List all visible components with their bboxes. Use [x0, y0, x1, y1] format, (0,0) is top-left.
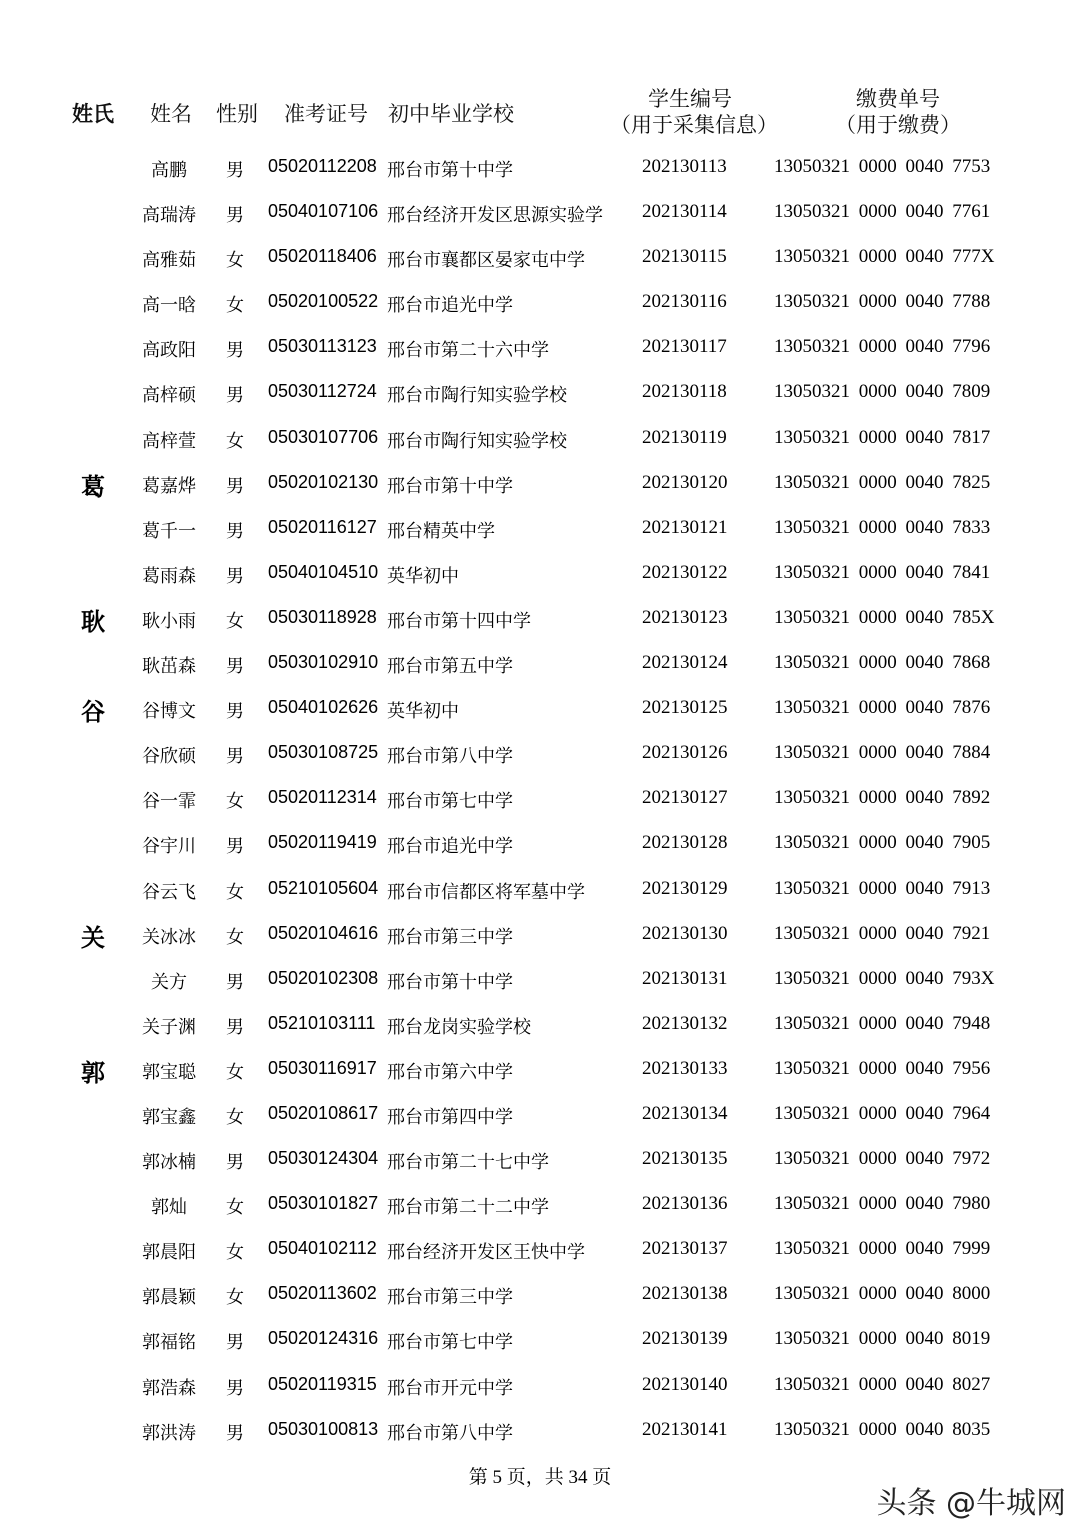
gender-cell: 女	[226, 926, 244, 948]
student-id-cell: 202130116	[642, 291, 727, 313]
name-cell: 郭冰楠	[142, 1152, 196, 1174]
exam-number-cell: 05210103111	[268, 1012, 376, 1033]
name-cell: 郭洪涛	[142, 1422, 196, 1444]
name-cell: 郭晨颖	[142, 1287, 196, 1309]
exam-number-cell: 05020116127	[268, 516, 377, 537]
school-cell: 邢台市第三中学	[387, 1287, 513, 1309]
gender-cell: 男	[226, 340, 244, 362]
exam-number-cell: 05020100522	[268, 291, 379, 312]
gender-cell: 男	[226, 520, 244, 542]
name-cell: 郭宝聪	[142, 1061, 196, 1083]
exam-number-cell: 05020119419	[268, 832, 377, 853]
name-cell: 谷云飞	[142, 881, 196, 903]
header-student-id-note: （用于采集信息）	[610, 113, 778, 137]
fee-number-cell: 13050321 0000 0040 793X	[774, 967, 995, 989]
fee-number-cell: 13050321 0000 0040 7999	[774, 1238, 991, 1260]
school-cell: 英华初中	[387, 701, 459, 723]
table-row	[0, 868, 1080, 913]
fee-number-cell: 13050321 0000 0040 7753	[774, 156, 991, 177]
gender-cell: 女	[226, 1061, 244, 1083]
table-row	[0, 326, 1080, 371]
exam-number-cell: 05030108725	[268, 742, 379, 763]
school-cell: 邢台市第七中学	[387, 1332, 513, 1354]
exam-number-cell: 05020124316	[268, 1328, 379, 1349]
exam-number-cell: 05030100813	[268, 1418, 379, 1439]
header-exam-number: 准考证号	[284, 102, 368, 126]
name-cell: 关子渊	[142, 1016, 196, 1038]
student-id-cell: 202130125	[642, 697, 728, 719]
student-id-cell: 202130119	[642, 426, 727, 448]
school-cell: 邢台市陶行知实验学校	[387, 385, 567, 407]
surname-cell: 关	[81, 922, 105, 952]
table-row	[0, 146, 1080, 191]
student-id-cell: 202130124	[642, 652, 728, 674]
table-row	[0, 281, 1080, 326]
fee-number-cell: 13050321 0000 0040 7833	[774, 516, 991, 538]
school-cell: 邢台市襄都区晏家屯中学	[387, 250, 585, 272]
fee-number-cell: 13050321 0000 0040 7956	[774, 1057, 991, 1079]
gender-cell: 男	[226, 1422, 244, 1444]
student-id-cell: 202130131	[642, 967, 728, 989]
gender-cell: 男	[226, 1016, 244, 1038]
header-fee-number-note: （用于缴费）	[835, 113, 961, 137]
fee-number-cell: 13050321 0000 0040 7980	[774, 1193, 991, 1215]
exam-number-cell: 05040104510	[268, 561, 379, 582]
table-row	[0, 777, 1080, 822]
table-row	[0, 822, 1080, 867]
gender-cell: 女	[226, 295, 244, 317]
student-id-cell: 202130141	[642, 1418, 728, 1440]
school-cell: 邢台市第二十七中学	[387, 1152, 549, 1174]
exam-number-cell: 05030113123	[268, 336, 377, 357]
gender-cell: 男	[226, 1377, 244, 1399]
school-cell: 邢台经济开发区王快中学	[387, 1242, 585, 1264]
exam-number-cell: 05030124304	[268, 1148, 379, 1169]
student-id-cell: 202130113	[642, 156, 727, 177]
exam-number-cell: 05020112314	[268, 787, 377, 808]
table-row	[0, 597, 1080, 642]
fee-number-cell: 13050321 0000 0040 7948	[774, 1012, 991, 1034]
gender-cell: 男	[226, 565, 244, 587]
student-id-cell: 202130121	[642, 516, 728, 538]
exam-number-cell: 05020112208	[268, 156, 377, 176]
school-cell: 邢台市开元中学	[387, 1377, 513, 1399]
student-id-cell: 202130134	[642, 1102, 728, 1124]
fee-number-cell: 13050321 0000 0040 7921	[774, 922, 991, 944]
name-cell: 郭灿	[151, 1197, 187, 1219]
gender-cell: 女	[226, 791, 244, 813]
student-id-cell: 202130137	[642, 1238, 728, 1260]
exam-number-cell: 05040107106	[268, 201, 379, 222]
name-cell: 郭福铭	[142, 1332, 196, 1354]
student-id-cell: 202130133	[642, 1057, 728, 1079]
gender-cell: 男	[226, 971, 244, 993]
exam-number-cell: 05030112724	[268, 381, 377, 402]
school-cell: 英华初中	[387, 565, 459, 587]
school-cell: 邢台龙岗实验学校	[387, 1016, 531, 1038]
table-row	[0, 552, 1080, 597]
gender-cell: 女	[226, 250, 244, 272]
name-cell: 谷博文	[142, 701, 196, 723]
table-row	[0, 958, 1080, 1003]
exam-number-cell: 05020102130	[268, 471, 379, 492]
exam-number-cell: 05030102910	[268, 652, 379, 673]
name-cell: 耿茁森	[142, 656, 196, 678]
gender-cell: 男	[226, 746, 244, 768]
fee-number-cell: 13050321 0000 0040 785X	[774, 606, 995, 628]
fee-number-cell: 13050321 0000 0040 777X	[774, 246, 995, 268]
table-row	[0, 1318, 1080, 1363]
header-name: 姓名	[150, 102, 192, 126]
table-row	[0, 642, 1080, 687]
fee-number-cell: 13050321 0000 0040 8027	[774, 1373, 991, 1395]
student-id-cell: 202130130	[642, 922, 728, 944]
page-number: 第 5 页，共 34 页	[468, 1467, 612, 1488]
name-cell: 葛雨森	[142, 565, 196, 587]
gender-cell: 男	[226, 836, 244, 858]
gender-cell: 男	[226, 656, 244, 678]
table-row	[0, 462, 1080, 507]
header-fee-number	[818, 86, 978, 138]
exam-number-cell: 05210105604	[268, 877, 379, 898]
name-cell: 葛嘉烨	[142, 475, 196, 497]
student-id-cell: 202130120	[642, 471, 728, 493]
fee-number-cell: 13050321 0000 0040 7817	[774, 426, 991, 448]
student-id-cell: 202130138	[642, 1283, 728, 1305]
exam-number-cell: 05040102112	[268, 1238, 377, 1259]
name-cell: 郭宝鑫	[142, 1106, 196, 1128]
exam-number-cell: 05020108617	[268, 1102, 379, 1123]
school-cell: 邢台市第十中学	[387, 160, 513, 181]
exam-number-cell: 05040102626	[268, 697, 379, 718]
gender-cell: 男	[226, 160, 244, 181]
student-id-cell: 202130129	[642, 877, 728, 899]
table-row	[0, 1093, 1080, 1138]
school-cell: 邢台市第二十二中学	[387, 1197, 549, 1219]
gender-cell: 男	[226, 1332, 244, 1354]
table-row	[0, 371, 1080, 416]
name-cell: 高政阳	[142, 340, 196, 362]
student-id-cell: 202130127	[642, 787, 728, 809]
table-row	[0, 1183, 1080, 1228]
name-cell: 郭浩森	[142, 1377, 196, 1399]
header-surname: 姓氏	[72, 102, 114, 126]
surname-cell: 谷	[81, 697, 105, 727]
fee-number-cell: 13050321 0000 0040 7796	[774, 336, 991, 358]
gender-cell: 男	[226, 701, 244, 723]
surname-cell: 耿	[81, 606, 105, 636]
gender-cell: 女	[226, 881, 244, 903]
school-cell: 邢台市第八中学	[387, 746, 513, 768]
name-cell: 高鹏	[151, 160, 187, 181]
table-row	[0, 913, 1080, 958]
student-id-cell: 202130128	[642, 832, 728, 854]
gender-cell: 女	[226, 430, 244, 452]
school-cell: 邢台市第七中学	[387, 791, 513, 813]
name-cell: 高瑞涛	[142, 205, 196, 227]
header-student-id-title: 学生编号	[648, 87, 732, 111]
surname-cell: 葛	[81, 471, 105, 501]
name-cell: 高梓萱	[142, 430, 196, 452]
fee-number-cell: 13050321 0000 0040 7905	[774, 832, 991, 854]
fee-number-cell: 13050321 0000 0040 7892	[774, 787, 991, 809]
table-row	[0, 507, 1080, 552]
table-row	[0, 1409, 1080, 1454]
table-row	[0, 236, 1080, 281]
header-fee-number-title: 缴费单号	[856, 87, 940, 111]
fee-number-cell: 13050321 0000 0040 8019	[774, 1328, 991, 1350]
student-id-cell: 202130136	[642, 1193, 728, 1215]
student-id-cell: 202130139	[642, 1328, 728, 1350]
name-cell: 高一晗	[142, 295, 196, 317]
exam-number-cell: 05020113602	[268, 1283, 377, 1304]
name-cell: 郭晨阳	[142, 1242, 196, 1264]
fee-number-cell: 13050321 0000 0040 7884	[774, 742, 991, 764]
student-id-cell: 202130114	[642, 201, 727, 223]
student-id-cell: 202130115	[642, 246, 727, 268]
exam-number-cell: 05030116917	[268, 1057, 377, 1078]
school-cell: 邢台市第十中学	[387, 971, 513, 993]
table-row	[0, 1364, 1080, 1409]
student-id-cell: 202130123	[642, 606, 728, 628]
gender-cell: 女	[226, 1106, 244, 1128]
student-id-cell: 202130132	[642, 1012, 728, 1034]
school-cell: 邢台市第四中学	[387, 1106, 513, 1128]
name-cell: 葛千一	[142, 520, 196, 542]
table-row	[0, 732, 1080, 777]
school-cell: 邢台市第三中学	[387, 926, 513, 948]
table-row	[0, 417, 1080, 462]
gender-cell: 男	[226, 475, 244, 497]
student-id-cell: 202130135	[642, 1148, 728, 1170]
exam-number-cell: 05030107706	[268, 426, 379, 447]
table-row	[0, 1138, 1080, 1183]
fee-number-cell: 13050321 0000 0040 8000	[774, 1283, 991, 1305]
school-cell: 邢台经济开发区思源实验学	[387, 205, 603, 227]
exam-number-cell: 05030118928	[268, 606, 377, 627]
school-cell: 邢台市追光中学	[387, 295, 513, 317]
fee-number-cell: 13050321 0000 0040 7972	[774, 1148, 991, 1170]
fee-number-cell: 13050321 0000 0040 7913	[774, 877, 991, 899]
fee-number-cell: 13050321 0000 0040 8035	[774, 1418, 991, 1440]
fee-number-cell: 13050321 0000 0040 7809	[774, 381, 991, 403]
fee-number-cell: 13050321 0000 0040 7876	[774, 697, 991, 719]
school-cell: 邢台精英中学	[387, 520, 495, 542]
fee-number-cell: 13050321 0000 0040 7761	[774, 201, 991, 223]
student-id-cell: 202130140	[642, 1373, 728, 1395]
gender-cell: 女	[226, 1287, 244, 1309]
table-row	[0, 1003, 1080, 1048]
student-id-cell: 202130118	[642, 381, 727, 403]
gender-cell: 女	[226, 610, 244, 632]
student-id-cell: 202130122	[642, 561, 728, 583]
fee-number-cell: 13050321 0000 0040 7788	[774, 291, 991, 313]
table-row	[0, 687, 1080, 732]
school-cell: 邢台市第六中学	[387, 1061, 513, 1083]
exam-number-cell: 05020119315	[268, 1373, 377, 1394]
gender-cell: 男	[226, 205, 244, 227]
student-id-cell: 202130126	[642, 742, 728, 764]
school-cell: 邢台市第五中学	[387, 656, 513, 678]
school-cell: 邢台市第八中学	[387, 1422, 513, 1444]
table-row	[0, 1228, 1080, 1273]
name-cell: 关方	[151, 971, 187, 993]
fee-number-cell: 13050321 0000 0040 7825	[774, 471, 991, 493]
school-cell: 邢台市追光中学	[387, 836, 513, 858]
name-cell: 高雅茹	[142, 250, 196, 272]
student-table	[0, 146, 1080, 1454]
gender-cell: 女	[226, 1197, 244, 1219]
school-cell: 邢台市第二十六中学	[387, 340, 549, 362]
exam-number-cell: 05020104616	[268, 922, 379, 943]
fee-number-cell: 13050321 0000 0040 7868	[774, 652, 991, 674]
student-id-cell: 202130117	[642, 336, 727, 358]
name-cell: 关冰冰	[142, 926, 196, 948]
school-cell: 邢台市信都区将军墓中学	[387, 881, 585, 903]
fee-number-cell: 13050321 0000 0040 7841	[774, 561, 991, 583]
exam-number-cell: 05020102308	[268, 967, 379, 988]
name-cell: 谷宇川	[142, 836, 196, 858]
header-student-id	[610, 86, 778, 138]
watermark: 头条 @牛城网	[868, 1475, 1074, 1525]
header-school: 初中毕业学校	[388, 102, 514, 126]
exam-number-cell: 05020118406	[268, 246, 377, 267]
school-cell: 邢台市陶行知实验学校	[387, 430, 567, 452]
name-cell: 耿小雨	[142, 610, 196, 632]
table-row	[0, 1273, 1080, 1318]
fee-number-cell: 13050321 0000 0040 7964	[774, 1102, 991, 1124]
gender-cell: 女	[226, 1242, 244, 1264]
name-cell: 谷欣硕	[142, 746, 196, 768]
school-cell: 邢台市第十四中学	[387, 610, 531, 632]
header-gender: 性别	[216, 102, 258, 126]
surname-cell: 郭	[81, 1057, 105, 1087]
name-cell: 谷一霏	[142, 791, 196, 813]
table-row	[0, 191, 1080, 236]
name-cell: 高梓硕	[142, 385, 196, 407]
gender-cell: 男	[226, 1152, 244, 1174]
school-cell: 邢台市第十中学	[387, 475, 513, 497]
exam-number-cell: 05030101827	[268, 1193, 379, 1214]
gender-cell: 男	[226, 385, 244, 407]
table-row	[0, 1048, 1080, 1093]
